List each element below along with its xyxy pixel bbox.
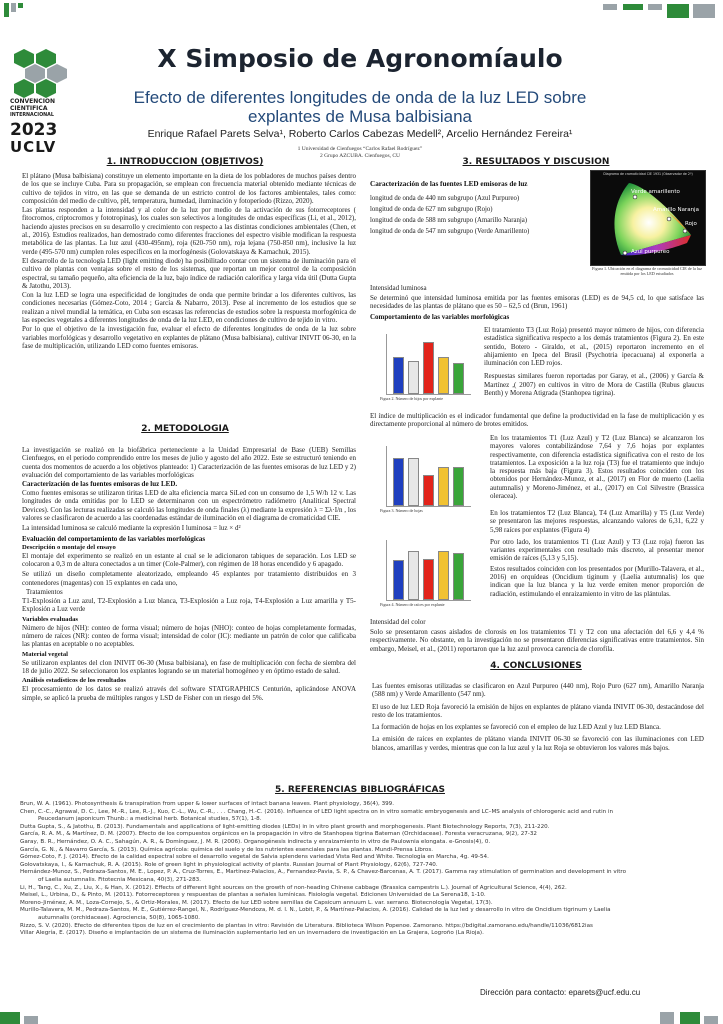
cie-label-red: Rojo: [685, 221, 697, 227]
affiliation-1: 1 Universidad de Cienfuegos “Carlos Rafael Rodríguez”: [297, 146, 423, 152]
metodologia-subheading-7: Análisis estadísticos de los resultados: [22, 677, 126, 685]
paragraph-estos: Estos resultados coinciden con los presentados por (Murillo-Talavera, et al., 2016) en orquídeas (Oncidium tiginum y (Laelia autumnalis) los que indican que la luz blanca y la luz verde emiten menor proporción de radiación, estimulando el enraizamiento in vitro de las plántulas.: [490, 564, 704, 598]
chart-bar-t4: [438, 551, 449, 600]
intro-paragraph-4: Con la luz LED se logra una especificidad de longitudes de onda que permite brindar a los diferentes cultivos, las condiciones necesarias (Gómez-Coto, 2014 ; García & Nabarro, 2013). Pese al incremento de los estudios que se realizan a nivel mundial la temática, en Cuba son escasas las referencias de estudios sobre la respuesta morfogénica de las especies vegetales a diferentes longitudes de onda de la luz LED, en condiciones de cultivo de tejido in vitro.: [22, 291, 356, 325]
chart-bar-t1: [393, 560, 404, 600]
reference-item: Hernández-Munoz, S., Pedraza-Santos, M. E., Lopez, P. A., Cruz-Torres, E., Martinez-Palacios, A., Fernandez-Pavia, S. P., & Chavez-Barcenas, A. T. (2017). Gamma ray stimulation of germination and development in vitro: [20, 869, 627, 876]
conclusiones-heading: 4. CONCLUSIONES: [490, 661, 582, 671]
led-list: [370, 193, 590, 237]
footer-bar: [0, 1008, 723, 1024]
results-text-block-2: [490, 509, 704, 598]
conclusion-item: La formación de hojas en los explantes se favoreció con el empleo de luz LED Azul y luz LED Blanca.: [372, 723, 661, 732]
caracterizacion-title: Caracterización de las fuentes LED emisoras de luz: [370, 180, 528, 188]
paragraph-t1t2: En los tratamientos T1 (Luz Azul) y T2 (Luz Blanca) se alcanzaron los mayores valores contabilizándose 7,64 y 7,6 hojas por explantes respectivamente, con diferencia estadística significativa con el resto de los tratamientos. La exposición a la luz roja (T3) fue el tratamiento que indujo la respuesta más baja (Figura 3). Estos resultados coinciden con los obtenidos por Hernández-Munoz, et al., (2017) en Flor de muerto (Laelia autumnalis) y Moreno-Jiménez, et al., (2017) en Col Silvestre (Brassica oleracea).: [490, 434, 704, 501]
chart-plot-area: [386, 446, 471, 507]
affiliation-2: 2 Grupo AZCUBA. Cienfuegos, CU: [319, 153, 401, 159]
metodologia-paragraph-8: Se utilizaron explantes del clon INIVIT 06-30 (Musa balbisiana), en fase de multiplicación con fecha de siembra del 18 de julio 2022. Se seleccionaron los explantes logrando se un material homogéneo y en óptimo estado de salud.: [22, 658, 356, 675]
figure4-caption: Figura 4. Número de raíces por explante: [380, 602, 445, 607]
metodologia-section: [22, 446, 356, 702]
conference-logo: [10, 44, 70, 154]
cie-label-green: Verde amarillento: [631, 189, 680, 195]
results-text-block-1: [484, 326, 704, 397]
metodologia-paragraph-9: El procesamiento de los datos se realizó através del software STATGRAPHICS Centurión, aplicándose ANOVA simple, se aplicó la prueba de múltiples rangos y LSD de Fisher con un riesgo del 5%.: [22, 685, 356, 702]
logo-hex-cluster: [14, 48, 64, 93]
metodologia-paragraph-3: La intensidad luminosa se calculó mediante la expresión I luminosa = luz × d²: [22, 524, 241, 533]
chart-bar-t3: [423, 559, 434, 600]
metodologia-subheading-6: Material vegetal: [22, 650, 68, 658]
intensidad-text: Se determinó que intensidad luminosa emitida por las fuentes emisoras (LED) es de 94,5 cd, lo que satisface las necesidades de las plantas de plátano que es 50 – 62,5 cd (Brun, 1961): [370, 294, 704, 311]
figure3-caption: Figura 3. Número de hojas: [380, 508, 423, 513]
reference-item: García, R. A. M., & Martínez, D. M. (2007). Efecto de los compuestos orgánicos en la propagación in vitro de Stanhopea tigrina Bateman (Orchidaceae). Foresta veracruzana, 9(2), 27-32: [20, 831, 537, 838]
resultados-heading: 3. RESULTADOS Y DISCUSION: [462, 157, 610, 167]
metodologia-paragraph-7: Número de hijos (NH): conteo de forma visual; número de hojas (NHO): conteo de hojas completamente formadas, número de raíces (NR): conteo de forma visual; intensidad de color (IC): mediante un patrón de color que calificaba las plantas en aceptable o no aceptables.: [22, 623, 356, 649]
intensidad-label: Intensidad luminosa: [370, 284, 427, 292]
chart-bar-t5: [453, 467, 464, 506]
metodologia-subheading-4: Tratamientos: [26, 587, 63, 596]
chart-bar-t5: [453, 553, 464, 600]
logo-org: UCLV: [10, 138, 57, 156]
figure1-caption: Figura 1. Ubicación en el diagrama de cromaticidad CIE de la luz emitida por los LED estudiados: [592, 266, 702, 276]
reference-item: Dutta Gupta, S., & Jatothu, B. (2013). Fundamentals and applications of light-emitting diodes (LEDs) in in vitro plant growth and morphogenesis. Plant Biotechnology Reports, 7(3), 211-220.: [20, 823, 550, 830]
metodologia-subheading-5: Variables evaluadas: [22, 615, 78, 623]
intro-paragraph-1: El plátano (Musa balbisiana) constituye un elemento importante en la dieta de los pobladores de muchos países dentro de los que se incluye Cuba. Para su propagación, se emplean con frecuencia material obtenido mediante técnicas de cultivo de tejidos in vitro, en las que se demanda de un estricto control de los factores ambientales, tales como: composición del medio de cultivo, pH, temperatura, humedad, iluminación y fotoperíodo (Rizzo, 2020).: [22, 172, 356, 205]
reference-item: Rizzo, S. V. (2020). Efecto de diferentes tipos de luz en el crecimiento de plantas in vitro: Revisión de Literatura. Biblioteca Wilson Popenoe. Zamorano. https://bdigital.zamorano.edu/handle/11036/6812ias: [20, 922, 593, 929]
intro-paragraph-2: Las plantas responden a la intensidad y al color de la luz por medio de la activación de sus fotorreceptores ( fitocromos, criptocromos y fototropinas), los cuales son selectivos a longitudes de ondas específicas (Li, et al., 2012), haciendo ajustes precisos en su desarrollo y crecimiento con respecto a las distintas condiciones ambientales (Chen, et al., 2016). Estudios realizados, han demostrado como diferentes fracciones del espectro visible modifican la respuesta metabólica de las plantas. La luz azul (430-495nm), roja (620-750 nm), roja lejana (750-850 nm), inclusive la luz verde (495-570 nm) cumplen roles específicos en la morfogénesis (Golovatskaya & Karnachuk, 2015).: [22, 206, 356, 256]
chart-bar-t4: [438, 467, 449, 506]
reference-item: Meisel, L., Urbina, D., & Pinto, M. (2011). Fotorreceptores y respuestas de plantas a señales lumínicas. Fisiología vegetal. Ediciones Universidad de La Serena18, 1-10.: [20, 892, 486, 899]
intro-section: [22, 172, 356, 350]
cie-point-orange: [667, 217, 671, 221]
color-label: Intensidad del color: [370, 618, 426, 626]
conclusion-item: Las fuentes emisoras utilizadas se clasificaron en Azul Purpureo (440 nm), Rojo Puro (627 nm), Amarillo Naranja (588 nm) y Verde Amarillento (547 nm).: [372, 682, 704, 699]
reference-item: Golovatskaya, I., & Karnachuk, R. A. (2015). Role of green light in physiological activity of plants. Russian Journal of Plant Physiology, 62(6), 727-740.: [20, 861, 438, 868]
intro-paragraph-3: El desarrollo de la tecnología LED (light emitting diode) ha posibilitado contar con un sistema de iluminación para el cultivo de plantas con ventajas sobre el resto de los sistemas, que reportan un mejor control de la composición espectral, su tamaño pequeño, alta eficiencia de la luz, bajo índice de radiación calorífica y larga vida útil (Dutta Gupta & Jatothu, 2013).: [22, 256, 356, 290]
cie-title: Diagrama de cromaticidad CIE 1931 (Observador de 2º): [603, 172, 693, 176]
paragraph-t3: El tratamiento T3 (Luz Roja) presentó mayor número de hijos, con diferencia estadística significativa respecto a los demás tratamientos (Figura 2). En este sentido, Botero - Giraldo, et al., (2015) reportaron incremento en el ahijamiento en Ipeca del Brasil (Psychotria ipecacuana) al exponerla a iluminación con LED rojos.: [484, 326, 704, 368]
paragraph-similar: Respuestas similares fueron reportadas por Garay, et al., (2006) y García & Martínez ,( 2007) en cultivos in vitro de Mora de Castilla (Rubus glaucus Benth) y Morena Atigrada (Stanhopea tigrina).: [484, 372, 704, 398]
chart-bar-t5: [453, 363, 464, 394]
metodologia-paragraph-2: Como fuentes emisoras se utilizaron tiritas LED de alta eficiencia marca SiLed con un consumo de 1,5 W/h 12 v. Las longitudes de onda emitidas por lo LED se determinaron con un espectrómetro radiómetro (Analitical Spectral Devices). Con las lecturas realizadas se calculó las longitudes de onda finales (λ) mediante la expresión λ = Σλ·I/n , los valores se clasificaron de acuerdo a las coordenadas estándar de iluminación en el diagrama de cromaticidad CIE.: [22, 489, 356, 523]
authors: Enrique Rafael Parets Selva¹, Roberto Carlos Cabezas Medell², Arcelio Hernández Fereira¹: [147, 128, 573, 140]
metodologia-paragraph-5: Se utilizó un diseño completamente aleatorizado, empleando 45 explantes por tratamiento distribuidos en 3 contenedores (magentas) con 15 explantes en cada uno,: [22, 570, 356, 587]
chart-plot-area: [386, 540, 471, 601]
chart-bar-t3: [423, 475, 434, 506]
reference-item: Garay, B. R., Hernández, O. A. C., Sahagún, A. R., & Domínguez, J. M. R. (2006). Organogénesis indirecta y enraizamiento in vitro de Paulownia elongata. e-Gnosis(4), 0.: [20, 838, 491, 845]
cie-point-red: [683, 229, 687, 233]
poster-title: X Simposio de Agronomíaulo: [157, 44, 563, 73]
led-item: longitud de onda de 627 nm subgrupo (Rojo): [370, 206, 493, 213]
poster-subtitle: [80, 88, 640, 126]
paragraph-t4t5: En los tratamientos T2 (Luz Blanca), T4 (Luz Amarilla) y T5 (Luz Verde) se presentaron las mejores respuestas, alcanzando valores de 6,31, 6,22 y 5,98 raíces por explantes (Figura 4): [490, 509, 704, 534]
reference-item: Villar Alegría, E. (2017). Diseño e implantación de un sistema de iluminación suplementario led en un invernadero de investigación en La Grajera, Logroño (La Rioja).: [20, 930, 484, 937]
chart-plot-area: [386, 334, 471, 395]
led-item: longitud de onda de 440 nm subgrupo (Azul Purpureo): [370, 195, 520, 202]
intro-heading: 1. INTRODUCCION (OBJETIVOS): [106, 157, 264, 167]
subtitle-line2: explantes de Musa balbisiana: [248, 107, 472, 126]
metodologia-subheading-1: Caracterización de las fuentes emisoras de luz LED.: [22, 480, 178, 489]
logo-year: 2023: [10, 120, 58, 140]
chart-bar-t1: [393, 458, 404, 506]
reference-item: Moreno-Jiménez, A. M., Loza-Cornejo, S., & Ortiz-Morales, M. (2017). Efecto de luz LED sobre semillas de Capsicum annuum L. var. serrano. Biotecnología Vegetal, 17(3).: [20, 899, 493, 906]
referencias-list: [20, 801, 710, 938]
logo-line2: CIENTIFICA: [10, 105, 48, 112]
chart-bar-t2: [408, 361, 419, 394]
reference-item: of Laelia autumnalis. Fitotecnia Mexicana, 40(3), 271-283.: [38, 876, 201, 883]
conclusion-item: El uso de luz LED Roja favoreció la emisión de hijos en explantes de plátano vianda INIVIT 06-30, destacándose del resto de los tratamientos.: [372, 702, 704, 719]
reference-item: Brun, W. A. (1961). Photosynthesis & transpiration from upper & lower surfaces of intact banana leaves. Plant physiology, 36(4), 399.: [20, 801, 395, 807]
corner-decoration-right: [593, 0, 723, 30]
metodologia-subheading-2: Evaluación del comportamiento de las variables morfológicas: [22, 534, 206, 543]
chart-raices: [378, 536, 474, 614]
reference-item: Murillo-Talavera, M. M., Pedraza-Santos, M. E., Gutiérrez-Rangel, N., Rodríguez-Mendoza, M. d. l. N., Lobit, P., & Martínez-Palacios, A. (2016). Calidad de la luz led y desarrollo in vitro de Oncidium tigrinum y Laelia: [20, 907, 611, 914]
reference-item: Gómez-Coto, F. J. (2014). Efecto de la calidad espectral sobre el desarrollo vegetal de Salvia splendens variedad Vista Red and White. Tecnología en Marcha, 4g. 49-54.: [20, 854, 489, 861]
paragraph-indice: El índice de multiplicación es el indicador fundamental que define la productividad en la fase de multiplicación y es directamente proporcional al número de brotes emitidos.: [370, 412, 704, 429]
led-item: longitud de onda de 588 nm subgrupo (Amarillo Naranja): [370, 217, 528, 224]
chart-bar-t1: [393, 357, 404, 394]
led-item: longitud de onda de 547 nm subgrupo (Verde Amarillento): [370, 228, 530, 235]
chart-bars: [393, 540, 473, 600]
chart-hijos: [378, 330, 474, 408]
metodologia-paragraph-6: T1-Explosión a Luz azul, T2-Explosión a Luz blanca, T3-Explosión a Luz roja, T4-Explosión a Luz amarilla y T5-Explosión a Luz verde: [22, 597, 356, 614]
paragraph-contrario: Por otro lado, los tratamientos T1 (Luz Azul) y T3 (Luz roja) fueron las variantes experimentales con resultado más discreto, al presentar menor emisión de raíces (5,13 y 5,15).: [490, 537, 704, 563]
reference-item: Li, H., Tang, C., Xu, Z., Liu, X., & Han, X. (2012). Effects of different light sources on the growth of non-heading Chinese cabbage (Brassica campestris L.). Journal of Agricultural Science, 4(4), 262.: [20, 884, 567, 891]
referencias-heading: 5. REFERENCIAS BIBLIOGRÁFICAS: [275, 785, 445, 795]
contact-info: Dirección para contacto: eparets@ucf.edu.cu: [480, 988, 641, 997]
figure2-caption: Figura 2. Número de hijos por explante: [380, 396, 443, 401]
corner-decoration-left: [0, 0, 30, 24]
cie-label-orange: Amarillo Naranja: [653, 207, 699, 213]
chart-bars: [393, 446, 473, 506]
intro-paragraph-5: Por lo que el objetivo de la investigación fue, evaluar el efecto de diferentes longitudes de onda de la luz sobre variables morfológicas y desarrollo vegetativo en explantes de plátano (Musa balbisiana), cultivar INIVIT 06-30, en la fase de multiplicación, utilizando LED como fuentes emisoras.: [22, 325, 356, 350]
chart-bar-t2: [408, 551, 419, 600]
metodologia-subheading-3: Descripción o montaje del ensayo: [22, 543, 116, 551]
conclusion-item: La emisión de raíces en explantes de plátano vianda INIVIT 06-30 se favoreció con las iluminaciones con LED blancos, amarillas y verdes, mientras que con la luz azul y la luz Roja se obtuvieron los valores más bajos.: [372, 735, 704, 752]
morfologicas-title: Comportamiento de las variables morfológicas: [370, 313, 510, 321]
chart-hojas: [378, 442, 474, 520]
reference-item: Chen, C.-C., Agrawal, D. C., Lee, M.-R., Lee, R.-J., Kuo, C.-L., Wu, C.-R., . . . Chang, H.-C. (2016). Influence of LED light spectra on in vitro somatic embryogenesis and LC–MS analysis of chlorogenic acid and rutin in: [20, 808, 614, 815]
logo-line3: INTERNACIONAL: [10, 113, 54, 118]
metodologia-paragraph-4: El montaje del experimento se realizó en un estante al cual se le adicionaron tabiques de separación. Los LED se colocaron a 0,3 m de altura conectados a un timer (Cole-Palmer), con régimen de 18 horas encendido y 6 apagado.: [22, 551, 356, 568]
subtitle-line1: Efecto de diferentes longitudes de onda de la luz LED sobre: [133, 88, 587, 107]
reference-item: García, G. N., & Navarro García, S. (2013). Química agrícola: química del suelo y de los nutrientes esenciales para las plantas. Mundi-Prensa Libros.: [20, 846, 434, 853]
chart-bar-t2: [408, 458, 419, 506]
cie-chromaticity-diagram: [590, 170, 706, 266]
metodologia-paragraph-1: La investigación se realizó en la biofábrica perteneciente a la Unidad Empresarial de Base (UEB) Semillas Cienfuegos, en el periodo comprendido entre los meses de julio y agosto del año 2022. Este se estructuró teniendo en cuenta dos momentos de acuerdo a los objetivos planteado: 1) Caracterización de las fuentes emisoras de luz LED y 2) evaluación del comportamiento de las variables morfológicas: [22, 446, 356, 479]
reference-item: autumnalis (orchidaceae). Agrociencia, 50(8), 1065-1080.: [38, 914, 201, 921]
chart-bar-t3: [423, 342, 434, 394]
cie-point-green: [633, 195, 637, 199]
color-text: Solo se presentaron casos aislados de clorosis en los tratamientos T1 y T2 con una afectación del 6,6 y 4,4 % respectivamente. No obstante, en la investigación no se presentaron diferencias significativas entre tratamientos. Sin embargo, Meisel, et al., (2011) reportaron que la luz azul provoca carencia de clorofila.: [370, 628, 704, 653]
cie-label-purple: Azul purpureo: [631, 249, 670, 255]
chart-bars: [393, 334, 473, 394]
logo-line1: CONVENCION: [10, 98, 56, 105]
metodologia-heading: 2. METODOLOGIA: [141, 424, 229, 434]
conclusiones-list: [372, 682, 704, 752]
chart-bar-t4: [438, 357, 449, 394]
reference-item: Peucedanum japonicum Thunb.: a medicinal herb. Botanical studies, 57(1), 1-8.: [38, 816, 262, 823]
cie-point-purple: [623, 251, 627, 255]
